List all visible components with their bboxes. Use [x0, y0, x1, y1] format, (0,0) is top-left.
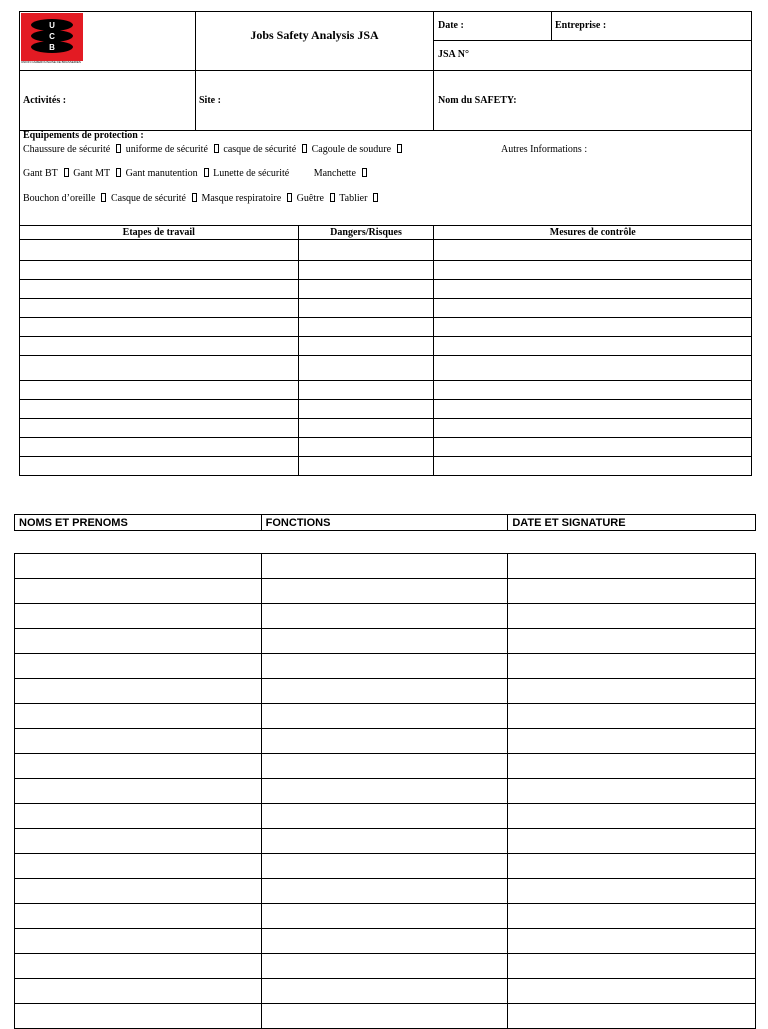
- equip-cagoule: Cagoule de soudure: [311, 144, 392, 155]
- logo-letter-c: C: [49, 32, 55, 41]
- equip-gant-manutention: Gant manutention: [125, 168, 198, 179]
- equip-casque: casque de sécurité: [223, 144, 297, 155]
- table-cell[interactable]: [20, 240, 299, 261]
- table-cell[interactable]: [508, 754, 756, 779]
- table-cell[interactable]: [20, 381, 299, 400]
- table-cell[interactable]: [261, 629, 508, 654]
- table-cell[interactable]: [20, 337, 299, 356]
- checkbox[interactable]: [302, 144, 307, 153]
- table-cell[interactable]: [15, 954, 262, 979]
- table-row: [20, 457, 752, 476]
- table-cell[interactable]: [508, 604, 756, 629]
- table-cell[interactable]: [15, 979, 262, 1004]
- equip-guetre: Guêtre: [296, 193, 324, 204]
- equipment-row-2: [23, 168, 369, 179]
- table-cell[interactable]: [15, 854, 262, 879]
- table-cell[interactable]: [20, 457, 299, 476]
- table-cell[interactable]: [508, 979, 756, 1004]
- table-row: [15, 804, 756, 829]
- table-cell[interactable]: [434, 356, 752, 381]
- table-cell[interactable]: [508, 654, 756, 679]
- equip-gant-mt: Gant MT: [73, 168, 111, 179]
- checkbox[interactable]: [204, 168, 209, 177]
- table-cell[interactable]: [15, 804, 262, 829]
- table-cell[interactable]: [261, 754, 508, 779]
- table-row: [15, 854, 756, 879]
- table-row: [20, 261, 752, 280]
- activites-label: Activités :: [23, 95, 67, 106]
- table-cell[interactable]: [20, 400, 299, 419]
- jsa-number-label: JSA N°: [438, 49, 469, 60]
- table-cell[interactable]: [434, 261, 752, 280]
- table-cell[interactable]: [298, 457, 434, 476]
- table-cell[interactable]: [15, 704, 262, 729]
- equip-tablier: Tablier: [339, 193, 368, 204]
- table-cell[interactable]: [434, 400, 752, 419]
- table-row: [20, 299, 752, 318]
- header-hline-1: [433, 40, 752, 41]
- table-row: [20, 381, 752, 400]
- table-cell[interactable]: [15, 779, 262, 804]
- table-cell[interactable]: [508, 704, 756, 729]
- table-row: [15, 704, 756, 729]
- table-cell[interactable]: [434, 457, 752, 476]
- table-cell[interactable]: [15, 679, 262, 704]
- entreprise-label: Entreprise :: [555, 20, 607, 31]
- table-cell[interactable]: [508, 729, 756, 754]
- table-cell[interactable]: [15, 754, 262, 779]
- checkbox[interactable]: [214, 144, 219, 153]
- col-header-etapes: Etapes de travail: [20, 226, 299, 240]
- table-row: [20, 356, 752, 381]
- table-cell[interactable]: [261, 954, 508, 979]
- table-row: [15, 754, 756, 779]
- table-cell[interactable]: [261, 779, 508, 804]
- date-label: Date :: [438, 20, 464, 31]
- table-cell[interactable]: [15, 654, 262, 679]
- table-cell[interactable]: [261, 804, 508, 829]
- table-cell[interactable]: [20, 318, 299, 337]
- table-cell[interactable]: [508, 954, 756, 979]
- checkbox[interactable]: [101, 193, 106, 202]
- table-cell[interactable]: [15, 579, 262, 604]
- table-cell[interactable]: [298, 337, 434, 356]
- table-cell[interactable]: [261, 579, 508, 604]
- table-cell[interactable]: [434, 337, 752, 356]
- equip-casque-2: Casque de sécurité: [110, 193, 186, 204]
- table-cell[interactable]: [298, 299, 434, 318]
- table-cell[interactable]: [508, 679, 756, 704]
- table-cell[interactable]: [20, 280, 299, 299]
- table-row: [15, 979, 756, 1004]
- equip-bouchon: Bouchon d’oreille: [23, 193, 96, 204]
- table-cell[interactable]: [434, 299, 752, 318]
- table-row: [20, 337, 752, 356]
- table-cell[interactable]: [298, 280, 434, 299]
- checkbox[interactable]: [330, 193, 335, 202]
- table-cell[interactable]: [508, 829, 756, 854]
- logo-caption: UNION CAMEROUNAISE DE BRASSERIES: [21, 60, 81, 64]
- site-label: Site :: [199, 95, 221, 106]
- table-cell[interactable]: [298, 240, 434, 261]
- logo-letter-u: U: [49, 21, 55, 30]
- table-row: [15, 679, 756, 704]
- table-cell[interactable]: [261, 879, 508, 904]
- equip-gant-bt: Gant BT: [23, 168, 58, 179]
- autres-informations-label: Autres Informations :: [501, 144, 588, 155]
- table-cell[interactable]: [20, 356, 299, 381]
- table-cell[interactable]: [261, 654, 508, 679]
- signature-table: [14, 553, 756, 1029]
- table-cell[interactable]: [15, 829, 262, 854]
- table-row: [15, 729, 756, 754]
- table-row: [15, 904, 756, 929]
- table-cell[interactable]: [298, 261, 434, 280]
- table-row: [20, 240, 752, 261]
- checkbox[interactable]: [192, 193, 197, 202]
- equip-lunette: Lunette de sécurité: [213, 168, 290, 179]
- safety-name-label: Nom du SAFETY:: [438, 95, 517, 106]
- equip-uniforme: uniforme de sécurité: [125, 144, 208, 155]
- col-header-fonctions: FONCTIONS: [261, 515, 508, 531]
- table-row: [15, 629, 756, 654]
- table-cell[interactable]: [20, 261, 299, 280]
- checkbox[interactable]: [116, 144, 121, 153]
- table-row: [20, 419, 752, 438]
- equipment-title: Equipements de protection :: [23, 130, 144, 141]
- checkbox[interactable]: [362, 168, 367, 177]
- table-cell[interactable]: [434, 240, 752, 261]
- table-cell[interactable]: [298, 381, 434, 400]
- steps-table: [19, 225, 752, 476]
- table-cell[interactable]: [508, 579, 756, 604]
- table-cell[interactable]: [15, 879, 262, 904]
- header-vline-2: [433, 11, 434, 131]
- table-cell[interactable]: [261, 1004, 508, 1029]
- table-cell[interactable]: [261, 854, 508, 879]
- table-cell[interactable]: [434, 280, 752, 299]
- table-cell[interactable]: [298, 318, 434, 337]
- equipment-row-3: [23, 193, 380, 204]
- header-vline-3: [551, 11, 552, 41]
- table-row: [15, 829, 756, 854]
- col-header-mesures: Mesures de contrôle: [434, 226, 752, 240]
- ucb-logo-graphic: [21, 13, 83, 61]
- table-row: [20, 318, 752, 337]
- table-row: [15, 604, 756, 629]
- table-cell[interactable]: [434, 381, 752, 400]
- table-cell[interactable]: [508, 779, 756, 804]
- table-cell[interactable]: [261, 979, 508, 1004]
- table-cell[interactable]: [298, 356, 434, 381]
- table-cell[interactable]: [434, 419, 752, 438]
- table-cell[interactable]: [508, 554, 756, 579]
- table-cell[interactable]: [261, 604, 508, 629]
- table-cell[interactable]: [20, 299, 299, 318]
- table-row: [20, 438, 752, 457]
- equip-manchette: Manchette: [313, 168, 356, 179]
- col-header-dangers: Dangers/Risques: [298, 226, 434, 240]
- checkbox[interactable]: [64, 168, 69, 177]
- table-cell[interactable]: [261, 829, 508, 854]
- table-cell[interactable]: [15, 604, 262, 629]
- checkbox[interactable]: [287, 193, 292, 202]
- col-header-date-signature: DATE ET SIGNATURE: [508, 515, 756, 531]
- checkbox[interactable]: [397, 144, 402, 153]
- signature-header-table: [14, 514, 756, 531]
- checkbox[interactable]: [373, 193, 378, 202]
- table-cell[interactable]: [15, 1004, 262, 1029]
- table-cell[interactable]: [261, 679, 508, 704]
- table-cell[interactable]: [508, 854, 756, 879]
- table-cell[interactable]: [15, 904, 262, 929]
- table-row: [15, 954, 756, 979]
- table-row: [15, 879, 756, 904]
- table-cell[interactable]: [15, 729, 262, 754]
- table-cell[interactable]: [298, 400, 434, 419]
- table-cell[interactable]: [298, 419, 434, 438]
- ucb-logo: [21, 13, 83, 61]
- table-row: [15, 1004, 756, 1029]
- logo-letter-b: B: [49, 43, 55, 52]
- equipment-row-1: [23, 144, 404, 155]
- checkbox[interactable]: [116, 168, 121, 177]
- table-cell[interactable]: [20, 419, 299, 438]
- col-header-noms: NOMS ET PRENOMS: [15, 515, 262, 531]
- equip-chaussure: Chaussure de sécurité: [23, 144, 111, 155]
- table-row: [20, 400, 752, 419]
- table-cell[interactable]: [298, 438, 434, 457]
- table-row: [15, 654, 756, 679]
- page-title: Jobs Safety Analysis JSA: [250, 28, 379, 42]
- table-cell[interactable]: [261, 904, 508, 929]
- table-row: [20, 280, 752, 299]
- table-cell[interactable]: [434, 438, 752, 457]
- equip-masque: Masque respiratoire: [201, 193, 282, 204]
- table-cell[interactable]: [261, 554, 508, 579]
- table-cell[interactable]: [15, 554, 262, 579]
- table-cell[interactable]: [508, 879, 756, 904]
- table-cell[interactable]: [261, 729, 508, 754]
- table-cell[interactable]: [261, 929, 508, 954]
- table-cell[interactable]: [508, 929, 756, 954]
- table-cell[interactable]: [508, 629, 756, 654]
- header-hline-2: [19, 70, 752, 71]
- table-row: [15, 779, 756, 804]
- table-cell[interactable]: [508, 904, 756, 929]
- table-cell[interactable]: [15, 929, 262, 954]
- table-cell[interactable]: [508, 1004, 756, 1029]
- table-cell[interactable]: [261, 704, 508, 729]
- table-row: [15, 554, 756, 579]
- table-cell[interactable]: [508, 804, 756, 829]
- table-cell[interactable]: [434, 318, 752, 337]
- table-cell[interactable]: [20, 438, 299, 457]
- table-row: [15, 579, 756, 604]
- table-cell[interactable]: [15, 629, 262, 654]
- table-row: [15, 929, 756, 954]
